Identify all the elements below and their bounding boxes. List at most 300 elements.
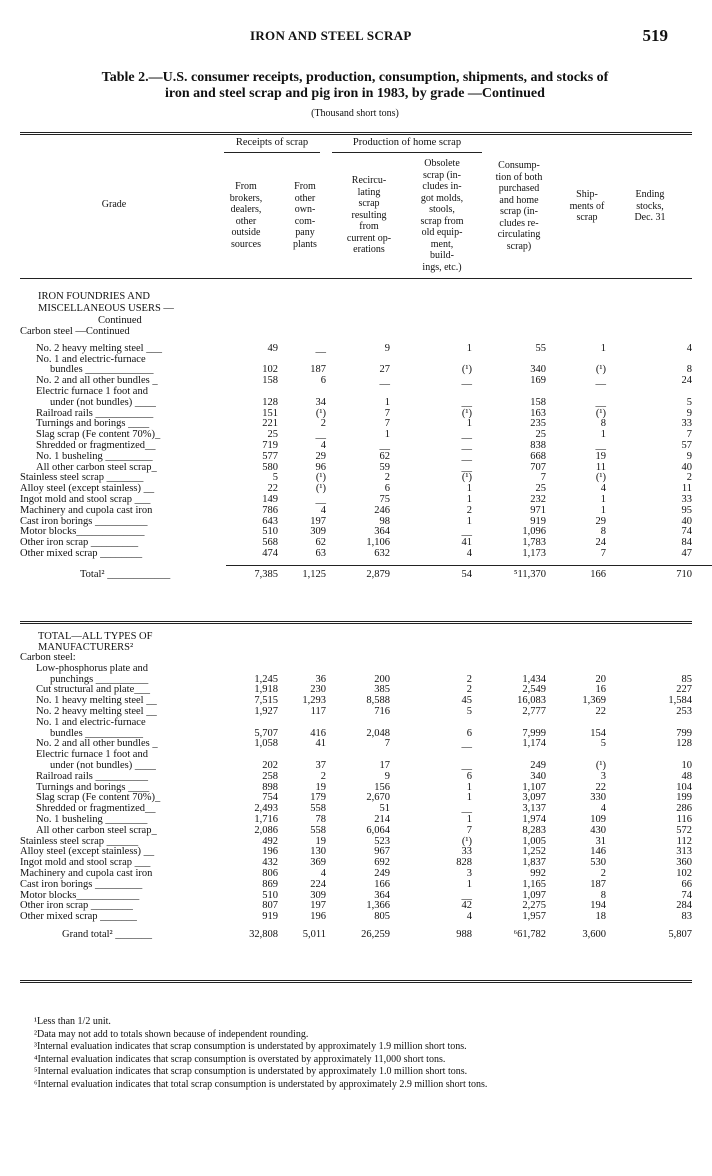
column-header-line: lating xyxy=(357,186,381,198)
cell-value: 1,366 xyxy=(366,900,390,912)
cell-value: 360 xyxy=(676,857,692,869)
cell-value: 1,106 xyxy=(366,537,390,549)
column-header-line: got molds, xyxy=(420,192,464,204)
cell-value: __ xyxy=(595,375,606,387)
cell-value: 510 xyxy=(262,889,278,901)
cell-value: 432 xyxy=(262,857,278,869)
cell-value: 1,837 xyxy=(522,857,546,869)
cell-value: 84 xyxy=(681,537,692,549)
bottom-rule xyxy=(20,980,692,981)
cell-value: 75 xyxy=(379,493,390,505)
row-label: Other mixed scrap ________ xyxy=(20,547,143,559)
cell-value: 330 xyxy=(590,792,606,804)
cell-value: (¹) xyxy=(595,407,606,419)
cell-value: 8 xyxy=(600,889,606,901)
bottom-rule-2 xyxy=(20,982,692,983)
cell-value: 5,011 xyxy=(302,928,326,940)
cell-value: 1,097 xyxy=(522,889,546,901)
cell-value: 54 xyxy=(461,568,472,580)
cell-value: 22 xyxy=(267,483,278,495)
cell-value: 34 xyxy=(315,396,326,408)
cell-value: __ xyxy=(461,461,472,473)
cell-value: ⁵11,370 xyxy=(513,568,546,580)
column-header-line: From xyxy=(294,181,316,192)
column-header-line: ment, xyxy=(430,238,454,250)
cell-value: 340 xyxy=(530,364,546,376)
cell-value: 1 xyxy=(466,878,472,890)
cell-value: 1 xyxy=(600,342,606,354)
cell-value: 6 xyxy=(466,770,472,782)
column-header-line: and home xyxy=(499,194,539,206)
cell-value: (¹) xyxy=(315,407,326,419)
row-label: No. 2 heavy melting steel ___ xyxy=(36,342,162,354)
table-row xyxy=(20,718,692,729)
cell-value: 1,125 xyxy=(302,568,326,580)
cell-value: 6 xyxy=(384,483,390,495)
cell-value: 7 xyxy=(686,429,692,441)
row-label: punchings __________ xyxy=(50,673,149,685)
column-header-line: Ending xyxy=(635,189,665,200)
section-heading-line: Continued xyxy=(98,315,142,326)
cell-value: 1,245 xyxy=(254,673,278,685)
cell-value: (¹) xyxy=(461,835,472,847)
cell-value: 11 xyxy=(681,483,692,495)
cell-value: 51 xyxy=(379,803,390,815)
cell-value: 41 xyxy=(461,537,472,549)
column-header-line: outside xyxy=(231,227,261,238)
row-label: Total² ____________ xyxy=(80,568,171,580)
cell-value: 7,999 xyxy=(522,727,546,739)
cell-value: 5,707 xyxy=(254,727,278,739)
cell-value: 194 xyxy=(590,900,606,912)
cell-value: __ xyxy=(461,429,472,441)
table-row xyxy=(20,826,692,837)
cell-value: 36 xyxy=(315,673,326,685)
cell-value: 112 xyxy=(676,835,692,847)
cell-value: 32,808 xyxy=(249,928,278,940)
cell-value: 24 xyxy=(595,537,606,549)
cell-value: 169 xyxy=(530,375,546,387)
cell-value: 230 xyxy=(310,684,326,696)
cell-value: __ xyxy=(461,759,472,771)
cell-value: 510 xyxy=(262,526,278,538)
row-label: Cast iron borings __________ xyxy=(20,515,148,527)
table-title-line-1: Table 2.—U.S. consumer receipts, production, consumption, shipments, and stocks of xyxy=(101,70,609,85)
cell-value: 643 xyxy=(262,515,278,527)
cell-value: 10 xyxy=(681,759,692,771)
cell-value: 2,670 xyxy=(366,792,390,804)
column-header-line: from xyxy=(359,221,379,232)
cell-value: __ xyxy=(461,439,472,451)
cell-value: 16 xyxy=(595,684,606,696)
table-row xyxy=(20,506,692,517)
column-header-line: dealers, xyxy=(230,204,262,215)
cell-value: 202 xyxy=(262,759,278,771)
cell-value: 42 xyxy=(461,900,472,912)
cell-value: 83 xyxy=(681,911,692,923)
cell-value: 146 xyxy=(590,846,606,858)
cell-value: 967 xyxy=(374,846,390,858)
column-header-line: tion of both xyxy=(495,171,543,183)
cell-value: 62 xyxy=(315,537,326,549)
cell-value: 224 xyxy=(310,878,326,890)
column-header-line: Ship- xyxy=(576,189,598,200)
cell-value: 1 xyxy=(466,792,472,804)
cell-value: 2 xyxy=(686,472,692,484)
cell-value: 33 xyxy=(461,846,472,858)
cell-value: 17 xyxy=(379,759,390,771)
cell-value: 710 xyxy=(676,568,692,580)
column-header-line: scrap (in- xyxy=(422,169,462,181)
cell-value: 214 xyxy=(374,813,390,825)
cell-value: 1,584 xyxy=(668,695,692,707)
cell-value: 37 xyxy=(315,759,326,771)
cell-value: 5 xyxy=(272,472,278,484)
section-heading xyxy=(20,291,692,327)
cell-value: 754 xyxy=(262,792,278,804)
cell-value: 5,807 xyxy=(668,928,692,940)
section-heading-line: MANUFACTURERS² xyxy=(38,642,134,653)
cell-value: 919 xyxy=(262,911,278,923)
cell-value: 196 xyxy=(262,846,278,858)
cell-value: 128 xyxy=(676,738,692,750)
cell-value: 6 xyxy=(466,727,472,739)
cell-value: 2 xyxy=(384,472,390,484)
cell-value: 11 xyxy=(595,461,606,473)
cell-value: 16,083 xyxy=(517,695,546,707)
table-units: (Thousand short tons) xyxy=(311,108,399,119)
page-header xyxy=(0,28,712,48)
cell-value: 2 xyxy=(600,867,606,879)
top-rule-2 xyxy=(20,134,692,135)
row-label: Electric furnace 1 foot and xyxy=(36,749,148,761)
cell-value: 1 xyxy=(466,418,472,430)
cell-value: 24 xyxy=(681,375,692,387)
column-header-line: current op- xyxy=(346,232,392,244)
cell-value: 57 xyxy=(681,439,692,451)
column-header-line: plants xyxy=(293,238,317,250)
cell-value: 4 xyxy=(600,803,606,815)
cell-value: 1,783 xyxy=(522,537,546,549)
cell-value: 22 xyxy=(595,781,606,793)
group-header-production: Production of home scrap xyxy=(352,137,462,148)
cell-value: 799 xyxy=(676,727,692,739)
row-label: Stainless steel scrap ______ xyxy=(20,835,139,847)
cell-value: 154 xyxy=(590,727,606,739)
row-label: Alloy steel (except stainless) __ xyxy=(20,483,155,495)
table-row xyxy=(20,344,692,355)
cell-value: 523 xyxy=(374,835,390,847)
cell-value: 7 xyxy=(384,407,390,419)
row-label: Ingot mold and stool scrap ___ xyxy=(20,857,151,869)
cell-value: 7 xyxy=(466,824,472,836)
cell-value: 4 xyxy=(320,867,326,879)
cell-value: 1,174 xyxy=(522,738,546,750)
cell-value: (¹) xyxy=(461,364,472,376)
cell-value: 1,096 xyxy=(522,526,546,538)
column-header-line: Obsolete xyxy=(424,158,460,169)
cell-value: 1 xyxy=(600,493,606,505)
cell-value: 156 xyxy=(374,781,390,793)
cell-value: (¹) xyxy=(315,483,326,495)
column-header-obsolete xyxy=(410,158,474,273)
cell-value: 33 xyxy=(681,493,692,505)
cell-value: 253 xyxy=(676,705,692,717)
cell-value: 4 xyxy=(320,504,326,516)
row-label: Machinery and cupola cast iron xyxy=(20,867,153,879)
column-header-line: resulting xyxy=(351,209,387,221)
row-label: All other carbon steel scrap_ xyxy=(36,461,157,473)
cell-value: 869 xyxy=(262,878,278,890)
table-title xyxy=(30,70,680,102)
cell-value: 1 xyxy=(466,781,472,793)
footnote: ⁴Internal evaluation indicates that scrap consumption is overstated by approximately 11,000 short tons. xyxy=(34,1053,446,1065)
row-label: Other iron scrap _________ xyxy=(20,537,139,549)
column-header-line: From xyxy=(235,181,257,192)
cell-value: 8 xyxy=(600,418,606,430)
top-rule xyxy=(20,132,692,133)
cell-value: __ xyxy=(461,526,472,538)
cell-value: 3,600 xyxy=(582,928,606,940)
cell-value: 2 xyxy=(466,673,472,685)
cell-value: 1,005 xyxy=(522,835,546,847)
row-label: No. 1 busheling _________ xyxy=(36,450,153,462)
cell-value: 6,064 xyxy=(366,824,390,836)
row-label: Cut structural and plate___ xyxy=(36,684,151,696)
cell-value: 2,086 xyxy=(254,824,278,836)
cell-value: 716 xyxy=(374,705,390,717)
cell-value: 632 xyxy=(374,547,390,559)
footnote: ²Data may not add to totals shown because of independent rounding. xyxy=(34,1028,309,1040)
group-header-receipts: Receipts of scrap xyxy=(235,137,309,148)
cell-value: 2,048 xyxy=(366,727,390,739)
table-row xyxy=(20,772,692,783)
cell-value: __ xyxy=(461,450,472,462)
cell-value: 7,385 xyxy=(254,568,278,580)
cell-value: 55 xyxy=(535,342,546,354)
cell-value: (¹) xyxy=(595,759,606,771)
cell-value: 286 xyxy=(676,803,692,815)
section-subheading: Carbon steel —Continued xyxy=(20,326,130,337)
column-header-line: cludes in- xyxy=(422,181,462,192)
section-heading xyxy=(20,631,692,653)
cell-value: 828 xyxy=(456,857,472,869)
cell-value: 4 xyxy=(466,911,472,923)
row-label: Railroad rails ___________ xyxy=(36,407,154,419)
cell-value: 3 xyxy=(600,770,606,782)
cell-value: 416 xyxy=(310,727,326,739)
cell-value: 109 xyxy=(590,813,606,825)
cell-value: 249 xyxy=(530,759,546,771)
footnote: ⁵Internal evaluation indicates that scrap consumption is understated by approximately 1.0 million short tons. xyxy=(34,1066,468,1078)
cell-value: 249 xyxy=(374,867,390,879)
footnote: ⁶Internal evaluation indicates that total scrap consumption is understated by approximately 2.9 million short tons. xyxy=(34,1078,488,1090)
row-label: Electric furnace 1 foot and xyxy=(36,385,148,397)
row-label: Machinery and cupola cast iron xyxy=(20,504,153,516)
total-row xyxy=(20,930,692,941)
table-row xyxy=(20,912,692,923)
cell-value: 558 xyxy=(310,803,326,815)
cell-value: 62 xyxy=(379,450,390,462)
cell-value: 3,137 xyxy=(522,803,546,815)
section-total-manufacturers xyxy=(20,631,692,941)
column-header-line: build- xyxy=(430,250,454,261)
cell-value: 2 xyxy=(466,684,472,696)
column-header-line: scrap from xyxy=(420,215,464,227)
row-label: Cast iron borings _________ xyxy=(20,878,143,890)
cell-value: 25 xyxy=(267,429,278,441)
table-title-line-2: iron and steel scrap and pig iron in 1983, by grade —Continued xyxy=(165,86,545,101)
column-header-from-brokers xyxy=(218,181,274,250)
row-label: under (not bundles) ____ xyxy=(50,396,156,408)
column-header-shipments xyxy=(560,189,614,224)
column-header-line: stools, xyxy=(429,204,455,215)
row-label: No. 1 heavy melting steel __ xyxy=(36,695,157,707)
column-header-line: cludes re- xyxy=(499,217,539,229)
cell-value: 1 xyxy=(466,342,472,354)
cell-value: 66 xyxy=(681,878,692,890)
cell-value: 95 xyxy=(681,504,692,516)
cell-value: 786 xyxy=(262,504,278,516)
cell-value: 235 xyxy=(530,418,546,430)
cell-value: 166 xyxy=(590,568,606,580)
column-header-line: own- xyxy=(294,204,316,215)
cell-value: 197 xyxy=(310,900,326,912)
cell-value: 8,283 xyxy=(522,824,546,836)
cell-value: 2,275 xyxy=(522,900,546,912)
cell-value: 572 xyxy=(676,824,692,836)
cell-value: 492 xyxy=(262,835,278,847)
table-row xyxy=(20,398,692,409)
cell-value: ⁶61,782 xyxy=(513,928,546,940)
column-header-line: com- xyxy=(294,215,316,227)
table-row xyxy=(20,880,692,891)
cell-value: 7 xyxy=(600,547,606,559)
row-label: Ingot mold and stool scrap ___ xyxy=(20,493,151,505)
cell-value: 3,097 xyxy=(522,792,546,804)
row-label: Grand total² _______ xyxy=(62,928,153,940)
cell-value: 40 xyxy=(681,461,692,473)
cell-value: 313 xyxy=(676,846,692,858)
cell-value: __ xyxy=(315,493,326,505)
cell-value: 430 xyxy=(590,824,606,836)
cell-value: (¹) xyxy=(461,407,472,419)
row-label: under (not bundles) ____ xyxy=(50,759,156,771)
cell-value: 78 xyxy=(315,813,326,825)
cell-value: 19 xyxy=(595,450,606,462)
cell-value: 668 xyxy=(530,450,546,462)
row-label: No. 2 heavy melting steel __ xyxy=(36,705,157,717)
cell-value: 4 xyxy=(600,483,606,495)
cell-value: (¹) xyxy=(595,364,606,376)
column-header-line: scrap (in- xyxy=(499,206,539,217)
column-header-line: erations xyxy=(353,244,385,255)
cell-value: 151 xyxy=(262,407,278,419)
cell-value: 187 xyxy=(590,878,606,890)
cell-value: 1,058 xyxy=(254,738,278,750)
cell-value: 9 xyxy=(686,407,692,419)
cell-value: 7 xyxy=(540,472,546,484)
cell-value: 74 xyxy=(681,526,692,538)
column-header-grade: Grade xyxy=(101,199,127,210)
column-header-line: Dec. 31 xyxy=(634,212,666,223)
footnote: ¹Less than 1/2 unit. xyxy=(34,1016,111,1027)
cell-value: 284 xyxy=(676,900,692,912)
cell-value: 8 xyxy=(600,526,606,538)
cell-value: 806 xyxy=(262,867,278,879)
cell-value: 1,252 xyxy=(522,846,546,858)
cell-value: 158 xyxy=(530,396,546,408)
column-header-line: ments of xyxy=(569,200,605,212)
cell-value: 22 xyxy=(595,705,606,717)
column-header-line: stocks, xyxy=(636,200,664,212)
cell-value: 309 xyxy=(310,526,326,538)
cell-value: 18 xyxy=(595,911,606,923)
cell-value: 805 xyxy=(374,911,390,923)
row-label: Motor blocks_____________ xyxy=(20,526,145,538)
cell-value: 187 xyxy=(310,364,326,376)
cell-value: 179 xyxy=(310,792,326,804)
column-header-recirculating xyxy=(334,175,404,256)
cell-value: 369 xyxy=(310,857,326,869)
cell-value: 5 xyxy=(600,738,606,750)
row-label: No. 2 and all other bundles _ xyxy=(36,738,158,750)
cell-value: 1,173 xyxy=(522,547,546,559)
section-divider-rule xyxy=(20,621,692,622)
cell-value: 48 xyxy=(681,770,692,782)
column-header-ending-stocks xyxy=(622,189,678,224)
row-label: No. 1 busheling ________ xyxy=(36,813,148,825)
cell-value: 9 xyxy=(384,342,390,354)
cell-value: 719 xyxy=(262,439,278,451)
cell-value: 9 xyxy=(384,770,390,782)
table-row xyxy=(20,452,692,463)
cell-value: 2 xyxy=(320,418,326,430)
column-header-line: scrap) xyxy=(506,240,532,252)
row-label: Shredded or fragmentized__ xyxy=(36,439,156,451)
cell-value: 149 xyxy=(262,493,278,505)
cell-value: 74 xyxy=(681,889,692,901)
cell-value: 128 xyxy=(262,396,278,408)
footnotes xyxy=(34,1016,487,1092)
cell-value: 232 xyxy=(530,493,546,505)
cell-value: 199 xyxy=(676,792,692,804)
cell-value: 196 xyxy=(310,911,326,923)
column-header-line: other xyxy=(235,215,257,227)
cell-value: 27 xyxy=(379,364,390,376)
cell-value: 5 xyxy=(686,396,692,408)
cell-value: 4 xyxy=(466,547,472,559)
cell-value: 385 xyxy=(374,684,390,696)
cell-value: 1,369 xyxy=(582,695,606,707)
row-label: No. 2 and all other bundles _ xyxy=(36,375,158,387)
cell-value: 1,107 xyxy=(522,781,546,793)
cell-value: 19 xyxy=(315,835,326,847)
cell-value: 2,549 xyxy=(522,684,546,696)
cell-value: 130 xyxy=(310,846,326,858)
total-rule xyxy=(226,565,712,566)
cell-value: __ xyxy=(595,439,606,451)
column-header-line: sources xyxy=(231,238,261,250)
cell-value: 364 xyxy=(374,889,390,901)
cell-value: 364 xyxy=(374,526,390,538)
cell-value: 2,879 xyxy=(366,568,390,580)
cell-value: 1,957 xyxy=(522,911,546,923)
section-heading-line: TOTAL—ALL TYPES OF xyxy=(38,631,153,642)
cell-value: 33 xyxy=(681,418,692,430)
page-number: 519 xyxy=(642,26,668,45)
cell-value: 246 xyxy=(374,504,390,516)
